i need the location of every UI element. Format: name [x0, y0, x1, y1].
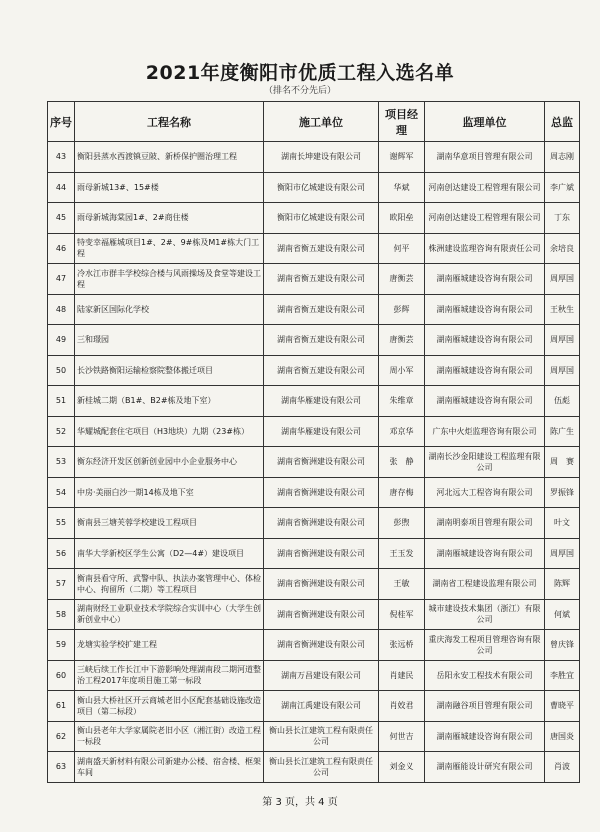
cell-no: 56 [48, 538, 75, 569]
cell-contractor: 湖南省衡五建设有限公司 [264, 325, 379, 356]
cell-supervisor: 湖南省工程建设监理有限公司 [425, 569, 545, 600]
cell-contractor: 湖南省衡洲建设有限公司 [264, 599, 379, 630]
cell-manager: 朱维章 [379, 386, 425, 417]
cell-contractor: 衡阳市亿城建设有限公司 [264, 203, 379, 234]
cell-manager: 王玉发 [379, 538, 425, 569]
cell-supervisor: 重庆海发工程项目管理咨询有限公司 [425, 630, 545, 661]
cell-supervisor: 湖南华意项目管理有限公司 [425, 142, 545, 173]
table-row [48, 721, 580, 752]
table-row [48, 416, 580, 447]
cell-no: 44 [48, 172, 75, 203]
cell-manager: 谢辉军 [379, 142, 425, 173]
table-row [48, 233, 580, 264]
table-row [48, 752, 580, 783]
cell-chief: 曾庆锋 [545, 630, 580, 661]
cell-supervisor: 河北远大工程咨询有限公司 [425, 477, 545, 508]
cell-manager: 彭辉 [379, 294, 425, 325]
table-row [48, 508, 580, 539]
cell-manager: 邓京华 [379, 416, 425, 447]
table-row [48, 172, 580, 203]
cell-supervisor: 湖南明泰项目管理有限公司 [425, 508, 545, 539]
cell-chief: 叶文 [545, 508, 580, 539]
cell-chief: 李广斌 [545, 172, 580, 203]
cell-manager: 唐存梅 [379, 477, 425, 508]
cell-contractor: 湖南省衡洲建设有限公司 [264, 538, 379, 569]
cell-no: 47 [48, 264, 75, 295]
cell-project-name: 新桂城二期（B1#、B2#栋及地下室） [75, 386, 264, 417]
header-no: 序号 [48, 102, 75, 142]
cell-no: 55 [48, 508, 75, 539]
table-row [48, 294, 580, 325]
cell-contractor: 湖南华雁建设有限公司 [264, 416, 379, 447]
cell-project-name: 特变幸福雁城项目1#、2#、9#栋及M1#栋大门工程 [75, 233, 264, 264]
cell-chief: 陈辉 [545, 569, 580, 600]
cell-no: 54 [48, 477, 75, 508]
table-row [48, 142, 580, 173]
cell-manager: 张 静 [379, 447, 425, 478]
cell-no: 57 [48, 569, 75, 600]
cell-contractor: 湖南省衡洲建设有限公司 [264, 477, 379, 508]
table-row [48, 569, 580, 600]
cell-supervisor: 城市建设技术集团（浙江）有限公司 [425, 599, 545, 630]
header-supervisor: 监理单位 [425, 102, 545, 142]
cell-no: 49 [48, 325, 75, 356]
table-row [48, 203, 580, 234]
table-row [48, 325, 580, 356]
cell-supervisor: 湖南雁城建设咨询有限公司 [425, 294, 545, 325]
cell-project-name: 三和璟园 [75, 325, 264, 356]
header-manager: 项目经理 [379, 102, 425, 142]
page-footer: 第 3 页，共 4 页 [262, 797, 338, 808]
table-row [48, 477, 580, 508]
table-row [48, 386, 580, 417]
cell-manager: 周小军 [379, 355, 425, 386]
cell-manager: 唐衡芸 [379, 325, 425, 356]
cell-supervisor: 河南创达建设工程管理有限公司 [425, 203, 545, 234]
cell-no: 63 [48, 752, 75, 783]
cell-manager: 华斌 [379, 172, 425, 203]
cell-project-name: 三峡后续工作长江中下游影响处理湖南段二期河道整治工程2017年度项目施工第一标段 [75, 660, 264, 691]
cell-manager: 唐衡芸 [379, 264, 425, 295]
cell-contractor: 湖南省衡五建设有限公司 [264, 233, 379, 264]
cell-chief: 周厚国 [545, 264, 580, 295]
cell-project-name: 龙塘实验学校扩建工程 [75, 630, 264, 661]
cell-contractor: 湖南长坤建设有限公司 [264, 142, 379, 173]
cell-manager: 欧阳垒 [379, 203, 425, 234]
cell-chief: 罗振锋 [545, 477, 580, 508]
cell-project-name: 湖南财经工业职业技术学院综合实训中心（大学生创新创业中心） [75, 599, 264, 630]
project-table [47, 101, 580, 783]
cell-no: 62 [48, 721, 75, 752]
cell-contractor: 湖南省衡洲建设有限公司 [264, 569, 379, 600]
cell-contractor: 衡山县长江建筑工程有限责任公司 [264, 752, 379, 783]
cell-chief: 丁东 [545, 203, 580, 234]
cell-supervisor: 湖南雁能设计研究有限公司 [425, 752, 545, 783]
cell-project-name: 衡东经济开发区创新创业园中小企业服务中心 [75, 447, 264, 478]
cell-chief: 周志刚 [545, 142, 580, 173]
cell-project-name: 雨母新城13#、15#楼 [75, 172, 264, 203]
cell-manager: 肖建民 [379, 660, 425, 691]
cell-supervisor: 河南创达建设工程管理有限公司 [425, 172, 545, 203]
cell-no: 45 [48, 203, 75, 234]
cell-manager: 刘金义 [379, 752, 425, 783]
cell-contractor: 湖南省衡五建设有限公司 [264, 264, 379, 295]
cell-contractor: 湖南江禹建设有限公司 [264, 691, 379, 722]
header-project-name: 工程名称 [75, 102, 264, 142]
table-header-row [48, 102, 580, 142]
cell-contractor: 湖南省衡洲建设有限公司 [264, 630, 379, 661]
cell-contractor: 湖南省衡洲建设有限公司 [264, 508, 379, 539]
cell-manager: 倪桂军 [379, 599, 425, 630]
cell-supervisor: 湖南融谷项目管理有限公司 [425, 691, 545, 722]
cell-chief: 何斌 [545, 599, 580, 630]
cell-supervisor: 株洲建设监理咨询有限责任公司 [425, 233, 545, 264]
cell-no: 59 [48, 630, 75, 661]
cell-contractor: 湖南省衡五建设有限公司 [264, 294, 379, 325]
cell-no: 61 [48, 691, 75, 722]
cell-manager: 张远桥 [379, 630, 425, 661]
cell-project-name: 冷水江市群丰学校综合楼与风雨操场及食堂等建设工程 [75, 264, 264, 295]
cell-contractor: 湖南省衡洲建设有限公司 [264, 447, 379, 478]
cell-chief: 周厚国 [545, 325, 580, 356]
cell-project-name: 华耀城配套住宅项目（H3地块）九期（23#栋） [75, 416, 264, 447]
cell-supervisor: 湖南雁城建设咨询有限公司 [425, 721, 545, 752]
cell-chief: 肖波 [545, 752, 580, 783]
cell-manager: 王敏 [379, 569, 425, 600]
cell-no: 46 [48, 233, 75, 264]
cell-supervisor: 岳阳永安工程技术有限公司 [425, 660, 545, 691]
cell-no: 53 [48, 447, 75, 478]
table-row [48, 630, 580, 661]
header-contractor: 施工单位 [264, 102, 379, 142]
cell-manager: 何平 [379, 233, 425, 264]
cell-chief: 余培良 [545, 233, 580, 264]
cell-chief: 王秋生 [545, 294, 580, 325]
cell-supervisor: 湖南雁城建设咨询有限公司 [425, 386, 545, 417]
cell-supervisor: 湖南雁城建设咨询有限公司 [425, 355, 545, 386]
cell-project-name: 中房·美丽白沙一期14栋及地下室 [75, 477, 264, 508]
header-chief: 总监 [545, 102, 580, 142]
cell-project-name: 衡南县看守所、武警中队、执法办案管理中心、体检中心、拘留所（二期）等工程项目 [75, 569, 264, 600]
document-title: 2021年度衡阳市优质工程入选名单 [145, 62, 455, 84]
table-row [48, 538, 580, 569]
cell-no: 60 [48, 660, 75, 691]
table-row [48, 355, 580, 386]
cell-chief: 唐国炎 [545, 721, 580, 752]
table-body [48, 142, 580, 783]
cell-project-name: 湖南盛天新材料有限公司新建办公楼、宿舍楼、框架车间 [75, 752, 264, 783]
cell-project-name: 衡阳县蒸水西渡镇豆陂、新桥保护圈治理工程 [75, 142, 264, 173]
cell-project-name: 雨母新城海棠园1#、2#商住楼 [75, 203, 264, 234]
cell-manager: 彭煦 [379, 508, 425, 539]
table-row [48, 691, 580, 722]
cell-project-name: 陆家新区国际化学校 [75, 294, 264, 325]
table-row [48, 447, 580, 478]
cell-contractor: 衡阳市亿城建设有限公司 [264, 172, 379, 203]
table-row [48, 599, 580, 630]
cell-no: 51 [48, 386, 75, 417]
cell-no: 43 [48, 142, 75, 173]
cell-project-name: 衡山县老年大学家属院老旧小区（湘江街）改造工程一标段 [75, 721, 264, 752]
cell-chief: 周 赛 [545, 447, 580, 478]
cell-contractor: 湖南华雁建设有限公司 [264, 386, 379, 417]
cell-contractor: 湖南万昌建设有限公司 [264, 660, 379, 691]
document-subtitle: （排名不分先后） [263, 86, 336, 96]
cell-project-name: 衡南县三塘芙蓉学校建设工程项目 [75, 508, 264, 539]
cell-chief: 周厚国 [545, 538, 580, 569]
cell-no: 58 [48, 599, 75, 630]
table-row [48, 264, 580, 295]
cell-chief: 陈广生 [545, 416, 580, 447]
cell-chief: 伍彪 [545, 386, 580, 417]
cell-supervisor: 广东中火炬监理咨询有限公司 [425, 416, 545, 447]
cell-no: 52 [48, 416, 75, 447]
cell-supervisor: 湖南雁城建设咨询有限公司 [425, 325, 545, 356]
cell-chief: 曹晓平 [545, 691, 580, 722]
cell-supervisor: 湖南雁城建设咨询有限公司 [425, 538, 545, 569]
cell-project-name: 衡山县大桥社区开云商城老旧小区配套基础设施改造项目（第二标段） [75, 691, 264, 722]
cell-no: 50 [48, 355, 75, 386]
cell-supervisor: 湖南长沙金阳建设工程监理有限公司 [425, 447, 545, 478]
cell-chief: 周厚国 [545, 355, 580, 386]
cell-project-name: 南华大学新校区学生公寓（D2—4#）建设项目 [75, 538, 264, 569]
cell-supervisor: 湖南雁城建设咨询有限公司 [425, 264, 545, 295]
cell-manager: 何世吉 [379, 721, 425, 752]
cell-contractor: 湖南省衡五建设有限公司 [264, 355, 379, 386]
cell-contractor: 衡山县长江建筑工程有限责任公司 [264, 721, 379, 752]
cell-manager: 肖姣君 [379, 691, 425, 722]
cell-chief: 李胜宜 [545, 660, 580, 691]
cell-no: 48 [48, 294, 75, 325]
cell-project-name: 长沙铁路衡阳运输检察院整体搬迁项目 [75, 355, 264, 386]
table-row [48, 660, 580, 691]
